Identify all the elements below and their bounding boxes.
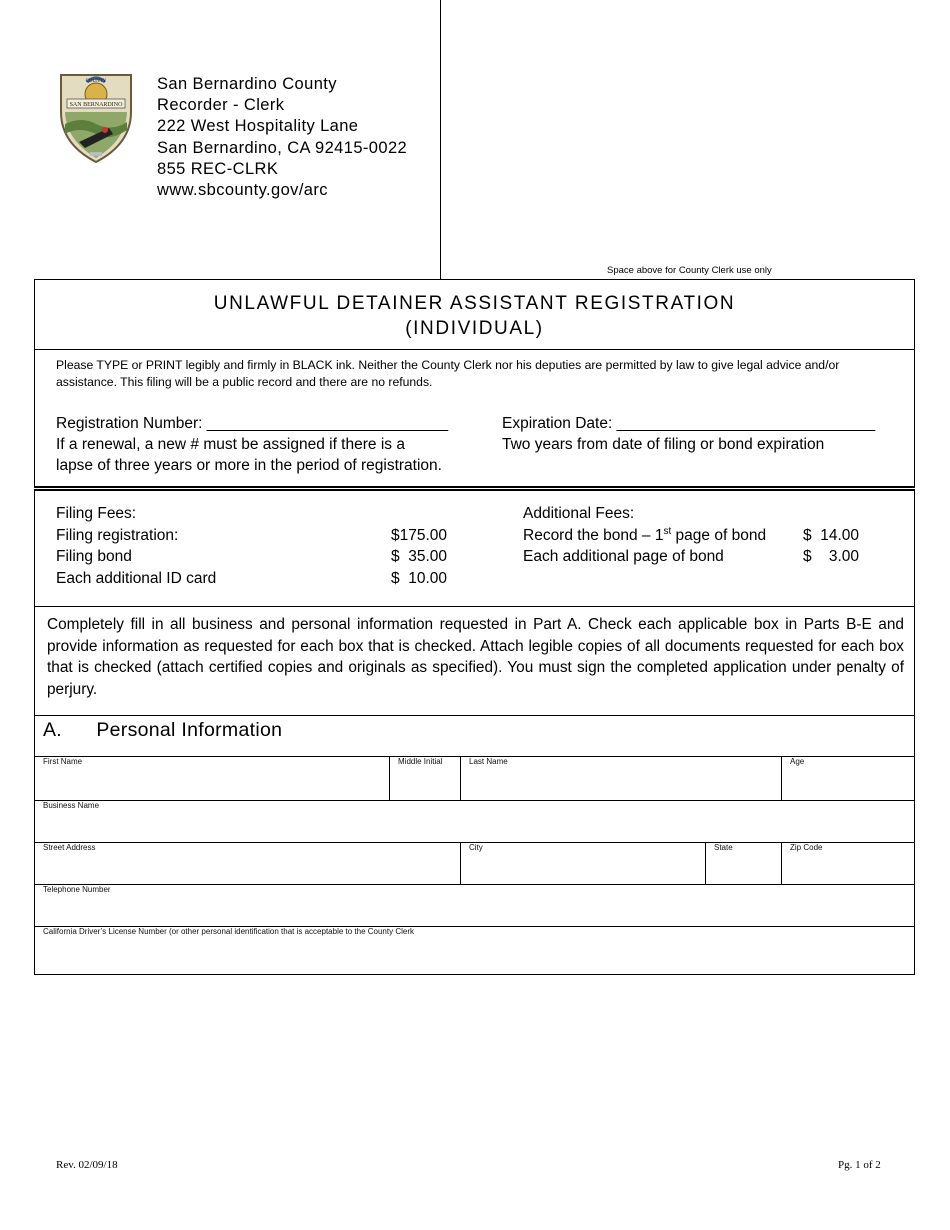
city-input[interactable] bbox=[461, 854, 704, 883]
county-name: San Bernardino County bbox=[157, 75, 337, 93]
street-address: 222 West Hospitality Lane bbox=[157, 117, 359, 136]
state-label: State bbox=[714, 843, 733, 852]
age-input[interactable] bbox=[782, 768, 913, 799]
section-a-personal-information bbox=[34, 715, 915, 975]
form-title-box bbox=[34, 279, 915, 350]
renewal-note-line1: If a renewal, a new # must be assigned if there is a bbox=[56, 436, 405, 453]
fee-row-bond bbox=[56, 546, 451, 568]
fee-label: Each additional page of bond bbox=[523, 548, 724, 565]
additional-fees-block bbox=[523, 503, 883, 568]
expiration-column bbox=[502, 413, 875, 455]
age-label: Age bbox=[790, 757, 805, 766]
business-name-input[interactable] bbox=[36, 812, 913, 841]
svg-text:SAN BERNARDINO: SAN BERNARDINO bbox=[69, 102, 123, 108]
first-name-label: First Name bbox=[43, 757, 83, 766]
filing-fees-block bbox=[56, 503, 451, 589]
fee-row-id-card bbox=[56, 568, 451, 590]
registration-column bbox=[56, 413, 448, 476]
phone-number: 855 REC-CLRK bbox=[157, 159, 279, 178]
license-input[interactable] bbox=[36, 938, 913, 973]
street-address-input[interactable] bbox=[36, 854, 459, 883]
header-divider bbox=[440, 0, 441, 279]
middle-initial-input[interactable] bbox=[390, 768, 459, 799]
fees-box bbox=[34, 490, 915, 607]
first-name-input[interactable] bbox=[36, 768, 388, 799]
registration-number-field[interactable]: Registration Number: ____________________________ bbox=[56, 415, 449, 432]
state-input[interactable] bbox=[706, 854, 780, 883]
fee-row-registration bbox=[56, 525, 451, 547]
additional-fees-heading: Additional Fees: bbox=[523, 505, 635, 522]
clerk-use-note: Space above for County Clerk use only bbox=[607, 265, 772, 276]
section-a-title: A. Personal Information bbox=[43, 719, 283, 741]
page-number: Pg. 1 of 2 bbox=[838, 1159, 881, 1171]
form-subtitle: (INDIVIDUAL) bbox=[405, 318, 544, 339]
renewal-note-line2: lapse of three years or more in the period of registration. bbox=[56, 457, 442, 474]
filing-fees-heading: Filing Fees: bbox=[56, 505, 137, 522]
last-name-label: Last Name bbox=[469, 757, 508, 766]
ink-instructions: Please TYPE or PRINT legibly and firmly in BLACK ink. Neither the County Clerk nor his deputies are permitted by law to give legal advice and/or assistance. This filing will be a public record and there are no refunds. bbox=[56, 358, 840, 389]
fee-amount: $ 10.00 bbox=[391, 569, 448, 587]
fee-amount: $ 3.00 bbox=[803, 548, 860, 565]
street-address-label: Street Address bbox=[43, 843, 96, 852]
fee-amount: $ 35.00 bbox=[391, 548, 448, 565]
county-seal bbox=[57, 72, 135, 164]
fee-label: Each additional ID card bbox=[56, 569, 217, 587]
zip-code-input[interactable] bbox=[782, 854, 913, 883]
fee-label: Filing bond bbox=[56, 548, 132, 565]
fee-label: Filing registration: bbox=[56, 526, 179, 544]
fee-amount: $175.00 bbox=[391, 526, 448, 544]
row-divider bbox=[35, 800, 914, 801]
telephone-label: Telephone Number bbox=[43, 885, 111, 894]
county-contact-block bbox=[157, 74, 407, 201]
last-name-input[interactable] bbox=[461, 768, 780, 799]
fee-amount: $ 14.00 bbox=[803, 526, 860, 544]
row-divider bbox=[35, 884, 914, 885]
business-name-label: Business Name bbox=[43, 801, 100, 810]
office-name: Recorder - Clerk bbox=[157, 96, 285, 115]
zip-code-label: Zip Code bbox=[790, 843, 823, 852]
expiration-date-field[interactable]: Expiration Date: ______________________________ bbox=[502, 415, 876, 432]
fee-row-record-bond bbox=[523, 525, 883, 547]
city-label: City bbox=[469, 843, 483, 852]
license-label: California Driver’s License Number (or other personal identification that is acceptable to the County Clerk bbox=[43, 927, 414, 936]
completion-instructions-box bbox=[34, 606, 915, 716]
fee-row-additional-page bbox=[523, 546, 883, 568]
middle-initial-label: Middle Initial bbox=[398, 757, 443, 766]
fee-label: Record the bond – 1st page of bond bbox=[523, 525, 767, 544]
website-link[interactable]: www.sbcounty.gov/arc bbox=[157, 181, 328, 200]
completion-instructions: Completely fill in all business and personal information requested in Part A. Check each applicable box in Parts B-E and provide information as requested for each box that is checked. Attach legible copies of all documents requested for each box that is checked (attach certified copies and originals as specified). You must sign the completed application under penalty of perjury. bbox=[47, 616, 904, 698]
instructions-box bbox=[34, 349, 915, 487]
city-state-zip: San Bernardino, CA 92415-0022 bbox=[157, 138, 408, 157]
expiration-note: Two years from date of filing or bond expiration bbox=[502, 436, 825, 453]
form-title: UNLAWFUL DETAINER ASSISTANT REGISTRATION bbox=[213, 293, 736, 314]
telephone-input[interactable] bbox=[36, 896, 913, 925]
san-bernardino-county-seal-icon bbox=[57, 72, 135, 164]
revision-date: Rev. 02/09/18 bbox=[56, 1159, 118, 1171]
svg-text:COUNTY: COUNTY bbox=[85, 79, 107, 84]
